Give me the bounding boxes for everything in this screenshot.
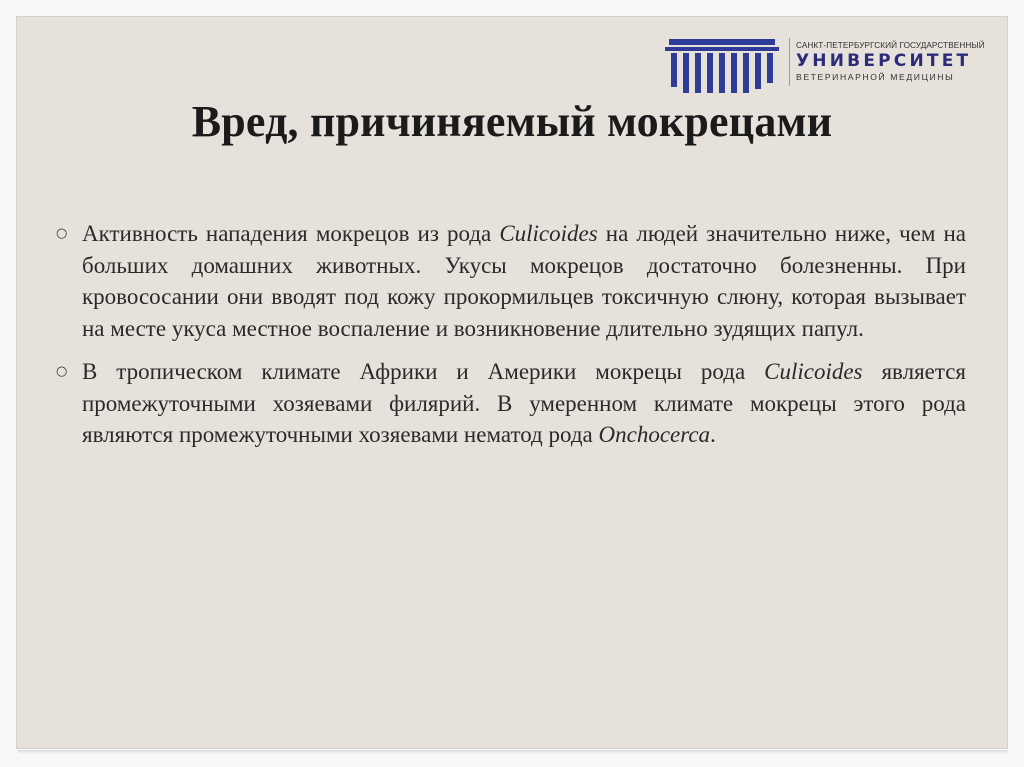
bullet-item xyxy=(56,356,966,451)
logo-line-1: САНКТ-ПЕТЕРБУРГСКИЙ ГОСУДАРСТВЕННЫЙ xyxy=(796,41,985,51)
bullet-text-2 xyxy=(82,356,966,451)
bullet-circle-icon: ○ xyxy=(56,364,68,379)
bullet-1-run-1: Активность нападения мокрецов из рода xyxy=(82,221,500,246)
logo-text xyxy=(796,42,985,82)
logo-line-2: УНИВЕРСИТЕТ xyxy=(796,51,972,72)
slide-shadow xyxy=(18,750,1008,754)
bullet-circle-icon: ○ xyxy=(56,226,68,241)
bullet-2-run-2: Culicoides xyxy=(764,359,863,384)
university-columns-icon xyxy=(663,31,781,93)
logo-line-3: ВЕТЕРИНАРНОЙ МЕДИЦИНЫ xyxy=(796,72,955,83)
university-logo xyxy=(663,21,1013,103)
bullet-text-1 xyxy=(82,218,966,344)
bullet-item xyxy=(56,218,966,344)
bullet-2-run-1: В тропическом климате Африки и Америки мокрецы рода xyxy=(82,359,765,384)
bullet-2-run-5: . xyxy=(710,422,716,447)
slide-title: Вред, причиняемый мокрецами xyxy=(191,97,833,146)
bullet-list xyxy=(56,218,966,463)
bullet-2-run-3: является промежуточными хозяевами филярий. В умеренном климате мокрецы этого рода являются промежуточными хозяевами нематод рода xyxy=(82,359,966,447)
bullet-2-run-4: Onchocerca xyxy=(598,422,711,447)
bullet-1-run-3: на людей значительно ниже, чем на больших домашних животных. Укусы мокрецов достаточно болезненны. При кровососании они вводят под кожу прокормильцев токсичную слюну, которая вызывает на месте укуса местное воспаление и возникновение длительно зудящих папул. xyxy=(82,221,966,341)
logo-divider xyxy=(789,38,790,86)
bullet-1-run-2: Culicoides xyxy=(499,221,598,246)
